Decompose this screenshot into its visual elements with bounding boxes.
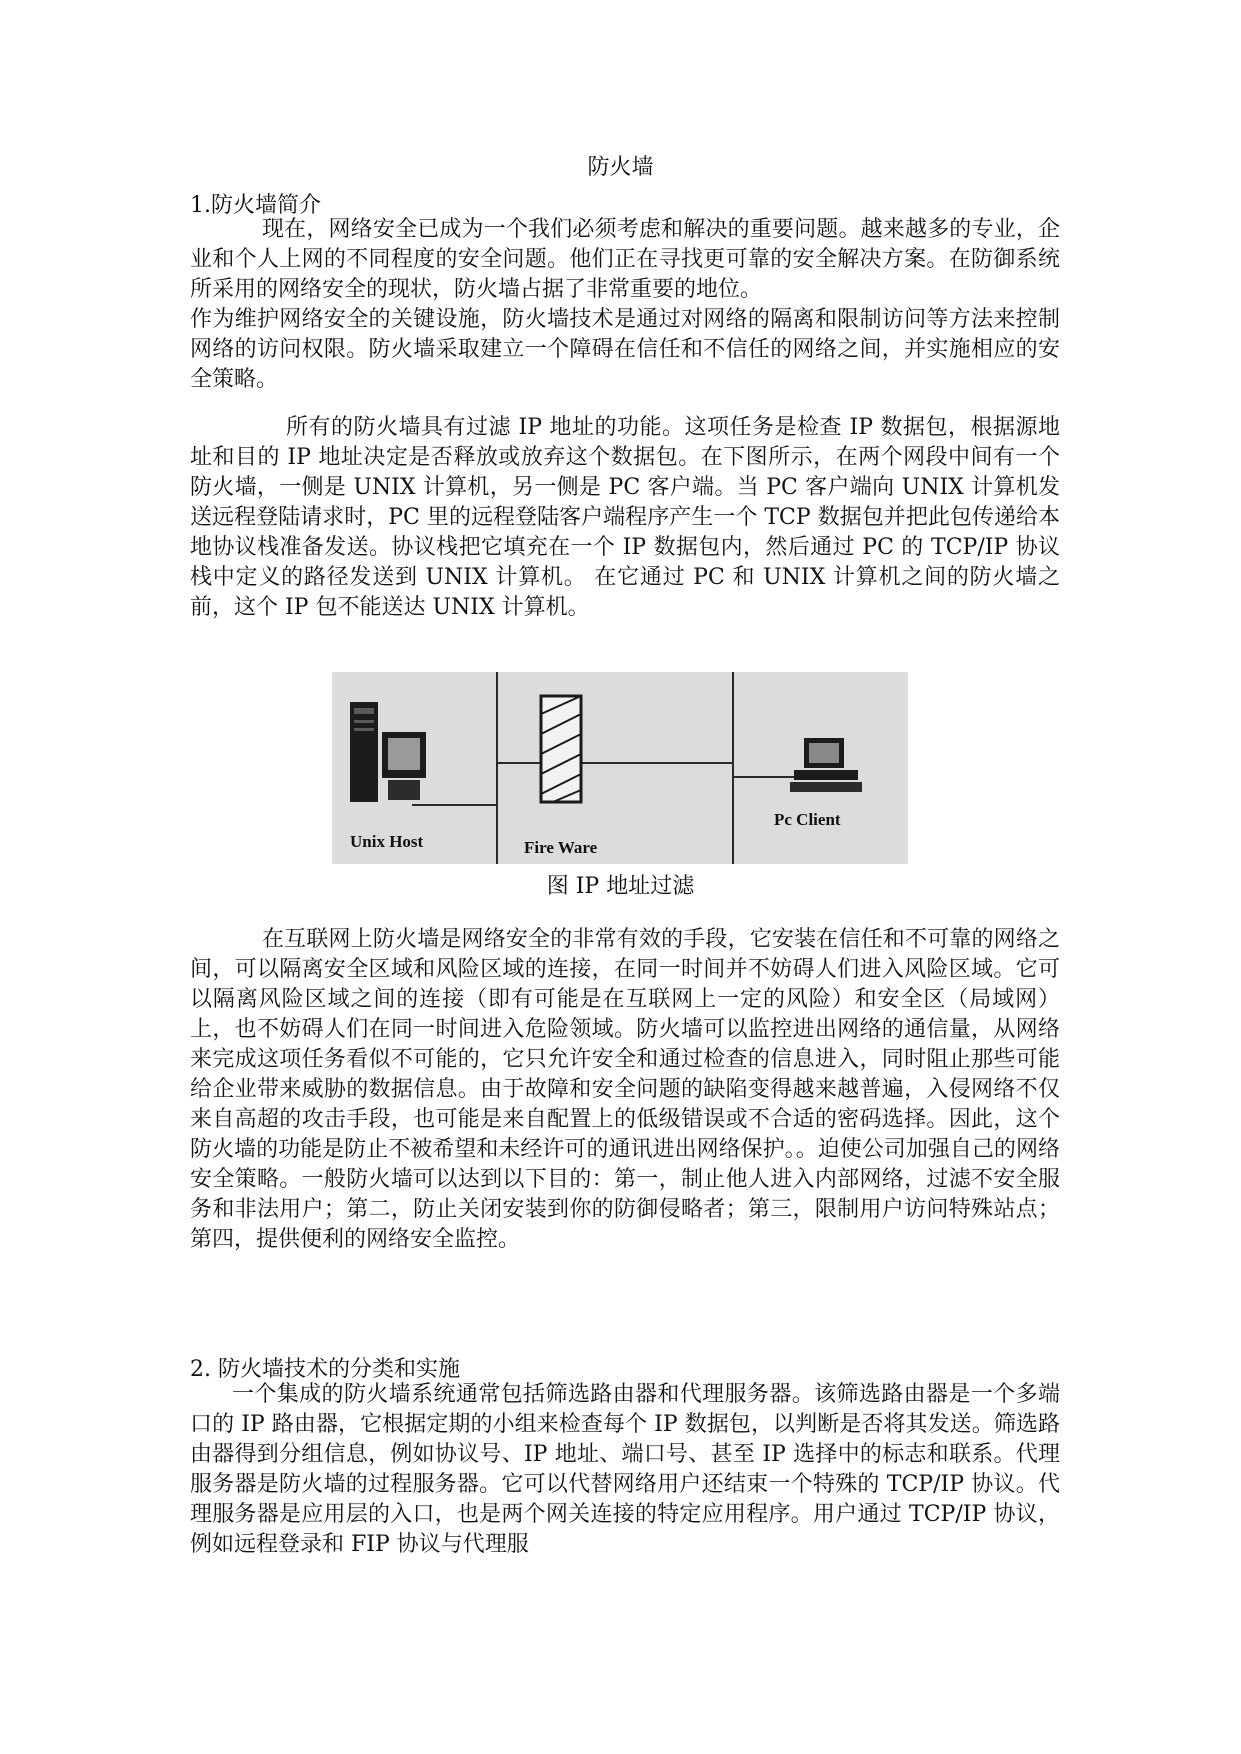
figure-caption: 图 IP 地址过滤 (546, 874, 695, 899)
section-1-heading: 1.防火墙简介 (190, 193, 321, 218)
firewall-icon (539, 694, 583, 804)
ip-filter-figure (332, 672, 908, 864)
pc-client-icon (790, 736, 862, 794)
unix-host-icon (348, 698, 428, 806)
section-2-paragraph-1: 一个集成的防火墙系统通常包括筛选路由器和代理服务器。该筛选路由器是一个多端口的 IP 路由器，它根据定期的小组来检查每个 IP 数据包，以判断是否将其发送。筛选路由器得到分组信息，例如协议号、IP 地址、端口号、甚至 IP 选择中的标志和联系。代理服务器是防火墙的过程服务器。它可以代替网络用户还结束一个特殊的 TCP/IP 协议。代理服务器是应用层的入口，也是两个网关连接的特定应用程序。用户通过 TCP/IP 协议，例如远程登录和 FIP 协议与代理服 (190, 1382, 1060, 1557)
section-1-paragraph-3: 所有的防火墙具有过滤 IP 地址的功能。这项任务是检查 IP 数据包，根据源地址和目的 IP 地址决定是否释放或放弃这个数据包。在下图所示，在两个网段中间有一个防火墙，一侧是 UNIX 计算机，另一侧是 PC 客户端。当 PC 客户端向 UNIX 计算机发送远程登陆请求时，PC 里的远程登陆客户端程序产生一个 TCP 数据包并把此包传递给本地协议栈准备发送。协议栈把它填充在一个 IP 数据包内，然后通过 PC 的 TCP/IP 协议栈中定义的路径发送到 UNIX 计算机。 在它通过 PC 和 UNIX 计算机之间的防火墙之前，这个 IP 包不能送达 UNIX 计算机。 (190, 415, 1060, 620)
unix-host-label: Unix Host (350, 832, 424, 851)
document-title: 防火墙 (587, 155, 654, 180)
firewall-label: Fire Ware (524, 838, 598, 857)
section-1-paragraph-4: 在互联网上防火墙是网络安全的非常有效的手段，它安装在信任和不可靠的网络之间，可以隔离安全区域和风险区域的连接，在同一时间并不妨碍人们进入风险区域。它可以隔离风险区域之间的连接（即有可能是在互联网上一定的风险）和安全区（局域网）上，也不妨碍人们在同一时间进入危险领域。防火墙可以监控进出网络的通信量，从网络来完成这项任务看似不可能的，它只允许安全和通过检查的信息进入，同时阻止那些可能给企业带来威胁的数据信息。由于故障和安全问题的缺陷变得越来越普遍，入侵网络不仅来自高超的攻击手段，也可能是来自配置上的低级错误或不合适的密码选择。因此，这个防火墙的功能是防止不被希望和未经许可的通讯进出网络保护。。迫使公司加强自己的网络安全策略。一般防火墙可以达到以下目的：第一，制止他人进入内部网络，过滤不安全服务和非法用户；第二，防止关闭安装到你的防御侵略者；第三，限制用户访问特殊站点；第四，提供便利的网络安全监控。 (190, 927, 1060, 1252)
section-2-heading: 2. 防火墙技术的分类和实施 (190, 1357, 460, 1382)
firewall-link-left (496, 762, 540, 764)
section-1-paragraph-1: 现在，网络安全已成为一个我们必须考虑和解决的重要问题。越来越多的专业，企业和个人上网的不同程度的安全问题。他们正在寻找更可靠的安全解决方案。在防御系统所采用的网络安全的现状，防火墙占据了非常重要的地位。 (190, 217, 1060, 302)
network-segment-line-left (496, 672, 498, 864)
firewall-link-right (582, 762, 732, 764)
network-segment-line-right (732, 672, 734, 864)
section-1-paragraph-2: 作为维护网络安全的关键设施，防火墙技术是通过对网络的隔离和限制访问等方法来控制网络的访问权限。防火墙采取建立一个障碍在信任和不信任的网络之间，并实施相应的安全策略。 (190, 307, 1060, 392)
pc-client-label: Pc Client (774, 810, 841, 829)
